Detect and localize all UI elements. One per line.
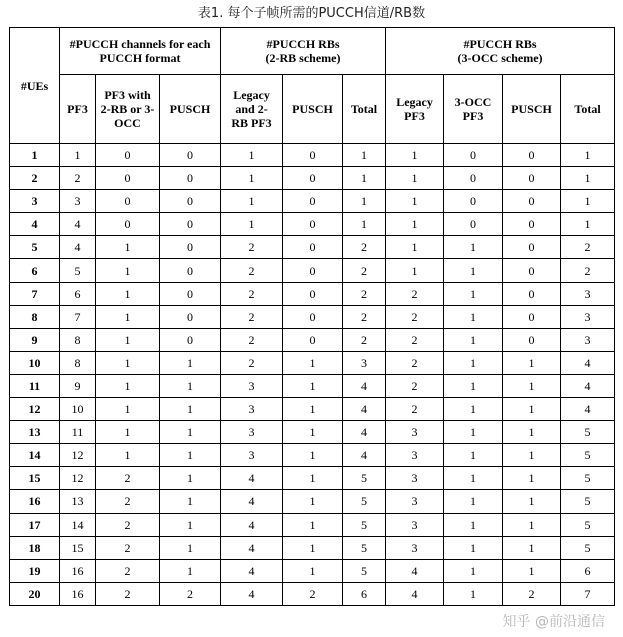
cell: 1	[96, 398, 160, 421]
cell: 0	[160, 282, 221, 305]
cell: 1	[503, 374, 561, 397]
cell: 1	[283, 421, 343, 444]
cell: 2	[386, 305, 444, 328]
cell-ue: 1	[10, 144, 60, 167]
cell: 5	[343, 490, 386, 513]
cell: 1	[283, 374, 343, 397]
cell-ue: 5	[10, 236, 60, 259]
cell: 0	[503, 144, 561, 167]
cell: 4	[343, 421, 386, 444]
cell-ue: 17	[10, 513, 60, 536]
cell: 0	[283, 190, 343, 213]
cell: 1	[386, 167, 444, 190]
cell: 2	[96, 559, 160, 582]
cell: 0	[283, 328, 343, 351]
cell: 1	[444, 513, 503, 536]
cell: 1	[561, 213, 615, 236]
cell: 3	[561, 282, 615, 305]
cell: 2	[343, 236, 386, 259]
cell-ue: 9	[10, 328, 60, 351]
cell: 5	[561, 444, 615, 467]
cell: 3	[221, 374, 283, 397]
cell: 0	[96, 213, 160, 236]
cell: 1	[386, 144, 444, 167]
cell: 2	[96, 536, 160, 559]
cell: 0	[96, 167, 160, 190]
cell: 2	[221, 259, 283, 282]
pucch-table	[9, 27, 615, 606]
cell: 5	[343, 513, 386, 536]
cell-ue: 18	[10, 536, 60, 559]
cell: 12	[60, 444, 96, 467]
header-ues: #UEs	[10, 28, 60, 144]
table-row	[10, 328, 615, 351]
cell: 1	[444, 328, 503, 351]
cell: 3	[386, 513, 444, 536]
table-row	[10, 513, 615, 536]
cell: 3	[343, 351, 386, 374]
cell: 1	[96, 259, 160, 282]
cell: 1	[444, 559, 503, 582]
cell-ue: 3	[10, 190, 60, 213]
cell: 1	[343, 190, 386, 213]
cell: 2	[60, 167, 96, 190]
cell: 1	[386, 236, 444, 259]
cell: 1	[503, 559, 561, 582]
cell: 2	[221, 282, 283, 305]
cell: 2	[561, 259, 615, 282]
cell: 2	[221, 305, 283, 328]
cell: 2	[96, 490, 160, 513]
cell: 0	[160, 167, 221, 190]
cell: 6	[343, 582, 386, 605]
cell: 5	[561, 536, 615, 559]
header-2rb: #PUCCH RBs (2-RB scheme)	[221, 28, 386, 75]
cell: 1	[160, 467, 221, 490]
cell: 10	[60, 398, 96, 421]
cell: 1	[386, 190, 444, 213]
cell: 0	[96, 144, 160, 167]
cell: 1	[343, 144, 386, 167]
cell: 5	[561, 490, 615, 513]
cell: 7	[60, 305, 96, 328]
cell: 2	[386, 351, 444, 374]
cell: 1	[160, 421, 221, 444]
table-row	[10, 213, 615, 236]
cell: 0	[160, 190, 221, 213]
cell-ue: 13	[10, 421, 60, 444]
cell-ue: 15	[10, 467, 60, 490]
cell: 1	[283, 513, 343, 536]
cell: 5	[343, 467, 386, 490]
cell: 1	[283, 351, 343, 374]
table-caption: 表1. 每个子帧所需的PUCCH信道/RB数	[197, 6, 426, 21]
cell: 1	[444, 444, 503, 467]
cell: 14	[60, 513, 96, 536]
cell-ue: 4	[10, 213, 60, 236]
cell: 11	[60, 421, 96, 444]
cell: 1	[96, 444, 160, 467]
cell: 0	[503, 236, 561, 259]
header-occ-legacy: Legacy PF3	[386, 75, 444, 144]
cell-ue: 2	[10, 167, 60, 190]
cell: 4	[60, 213, 96, 236]
cell: 0	[444, 213, 503, 236]
cell: 6	[561, 559, 615, 582]
cell: 2	[561, 236, 615, 259]
cell: 4	[561, 351, 615, 374]
cell: 0	[503, 282, 561, 305]
cell: 5	[343, 536, 386, 559]
cell: 0	[444, 144, 503, 167]
cell: 4	[386, 582, 444, 605]
cell: 2	[386, 398, 444, 421]
cell: 4	[221, 536, 283, 559]
cell: 3	[221, 398, 283, 421]
header-rb2-pusch: PUSCH	[283, 75, 343, 144]
cell: 0	[283, 282, 343, 305]
cell: 2	[343, 282, 386, 305]
cell: 1	[160, 490, 221, 513]
cell: 1	[444, 467, 503, 490]
cell: 1	[503, 398, 561, 421]
cell: 0	[160, 213, 221, 236]
header-ch-pusch: PUSCH	[160, 75, 221, 144]
cell: 1	[283, 444, 343, 467]
table-row	[10, 190, 615, 213]
cell: 1	[503, 536, 561, 559]
cell: 1	[283, 467, 343, 490]
cell: 0	[160, 259, 221, 282]
cell-ue: 10	[10, 351, 60, 374]
cell: 1	[444, 582, 503, 605]
cell-ue: 20	[10, 582, 60, 605]
cell: 4	[221, 467, 283, 490]
cell: 1	[444, 259, 503, 282]
cell: 1	[503, 421, 561, 444]
cell: 4	[561, 398, 615, 421]
cell: 13	[60, 490, 96, 513]
cell: 1	[444, 398, 503, 421]
cell: 1	[503, 351, 561, 374]
cell: 1	[160, 351, 221, 374]
cell-ue: 11	[10, 374, 60, 397]
table-body	[10, 144, 615, 606]
cell-ue: 8	[10, 305, 60, 328]
cell: 1	[343, 167, 386, 190]
cell: 1	[561, 190, 615, 213]
cell: 2	[386, 282, 444, 305]
cell: 4	[343, 374, 386, 397]
cell: 7	[561, 582, 615, 605]
table-row	[10, 582, 615, 605]
table-row	[10, 282, 615, 305]
table-row	[10, 305, 615, 328]
cell: 1	[221, 144, 283, 167]
cell: 0	[283, 236, 343, 259]
cell: 1	[444, 305, 503, 328]
cell: 0	[283, 144, 343, 167]
cell: 4	[221, 582, 283, 605]
cell: 6	[60, 282, 96, 305]
cell: 1	[96, 305, 160, 328]
cell: 1	[283, 559, 343, 582]
cell: 3	[386, 444, 444, 467]
header-occ-pusch: PUSCH	[503, 75, 561, 144]
cell: 3	[561, 305, 615, 328]
cell: 1	[444, 374, 503, 397]
cell: 1	[96, 282, 160, 305]
cell: 3	[386, 421, 444, 444]
cell: 2	[96, 513, 160, 536]
cell: 2	[503, 582, 561, 605]
cell: 0	[160, 305, 221, 328]
cell: 1	[160, 536, 221, 559]
cell: 2	[96, 467, 160, 490]
cell: 0	[160, 144, 221, 167]
cell-ue: 12	[10, 398, 60, 421]
cell: 1	[160, 398, 221, 421]
cell: 2	[96, 582, 160, 605]
cell: 12	[60, 467, 96, 490]
table-row	[10, 167, 615, 190]
cell: 2	[386, 374, 444, 397]
cell: 0	[503, 190, 561, 213]
table-row	[10, 259, 615, 282]
cell: 0	[503, 328, 561, 351]
cell: 9	[60, 374, 96, 397]
cell: 1	[561, 144, 615, 167]
cell: 1	[221, 167, 283, 190]
cell: 1	[160, 374, 221, 397]
cell: 3	[386, 536, 444, 559]
cell: 3	[221, 444, 283, 467]
cell: 5	[561, 467, 615, 490]
cell: 0	[444, 167, 503, 190]
cell: 2	[221, 328, 283, 351]
cell: 1	[221, 213, 283, 236]
cell: 1	[160, 559, 221, 582]
cell: 1	[444, 536, 503, 559]
cell: 2	[283, 582, 343, 605]
table-row	[10, 467, 615, 490]
table-row	[10, 444, 615, 467]
cell: 1	[444, 490, 503, 513]
cell: 1	[283, 398, 343, 421]
table-row	[10, 236, 615, 259]
cell: 0	[160, 236, 221, 259]
cell: 0	[283, 305, 343, 328]
table-row	[10, 351, 615, 374]
header-rb2-legacy: Legacy and 2-RB PF3	[221, 75, 283, 144]
cell: 4	[343, 444, 386, 467]
table-row	[10, 144, 615, 167]
header-channels: #PUCCH channels for each PUCCH format	[60, 28, 221, 75]
cell: 2	[386, 328, 444, 351]
table-row	[10, 398, 615, 421]
cell: 1	[503, 467, 561, 490]
cell: 1	[96, 421, 160, 444]
watermark: 知乎 @前沿通信	[502, 614, 605, 630]
table-row	[10, 559, 615, 582]
header-rb2-total: Total	[343, 75, 386, 144]
cell-ue: 7	[10, 282, 60, 305]
cell: 0	[160, 328, 221, 351]
cell: 5	[561, 421, 615, 444]
cell: 0	[444, 190, 503, 213]
header-ch-pf3-2rb: PF3 with 2-RB or 3-OCC	[96, 75, 160, 144]
table-row	[10, 374, 615, 397]
cell: 4	[343, 398, 386, 421]
header-ch-pf3: PF3	[60, 75, 96, 144]
cell: 3	[561, 328, 615, 351]
cell: 1	[160, 444, 221, 467]
cell: 5	[60, 259, 96, 282]
cell: 4	[221, 559, 283, 582]
cell: 1	[444, 282, 503, 305]
cell: 1	[503, 513, 561, 536]
cell: 0	[503, 259, 561, 282]
cell: 5	[561, 513, 615, 536]
cell: 4	[386, 559, 444, 582]
cell: 2	[343, 305, 386, 328]
cell: 1	[343, 213, 386, 236]
table-row	[10, 421, 615, 444]
cell: 1	[561, 167, 615, 190]
cell: 0	[283, 167, 343, 190]
cell: 2	[343, 328, 386, 351]
cell: 2	[343, 259, 386, 282]
cell: 1	[96, 374, 160, 397]
cell: 1	[96, 328, 160, 351]
cell-ue: 6	[10, 259, 60, 282]
cell: 1	[283, 490, 343, 513]
cell: 1	[386, 259, 444, 282]
cell-ue: 14	[10, 444, 60, 467]
cell: 1	[386, 213, 444, 236]
cell: 1	[503, 444, 561, 467]
cell: 1	[444, 421, 503, 444]
cell: 1	[444, 236, 503, 259]
table-row	[10, 536, 615, 559]
cell: 1	[96, 351, 160, 374]
cell: 4	[561, 374, 615, 397]
cell: 1	[221, 190, 283, 213]
cell: 0	[283, 213, 343, 236]
cell: 2	[160, 582, 221, 605]
cell: 4	[60, 236, 96, 259]
cell: 2	[221, 236, 283, 259]
cell: 3	[60, 190, 96, 213]
cell-ue: 16	[10, 490, 60, 513]
cell: 1	[60, 144, 96, 167]
cell: 2	[221, 351, 283, 374]
cell: 1	[503, 490, 561, 513]
cell: 3	[386, 467, 444, 490]
cell: 5	[343, 559, 386, 582]
cell: 16	[60, 559, 96, 582]
cell: 3	[221, 421, 283, 444]
cell: 1	[96, 236, 160, 259]
table-row	[10, 490, 615, 513]
cell: 0	[503, 167, 561, 190]
cell: 4	[221, 490, 283, 513]
cell: 16	[60, 582, 96, 605]
cell: 0	[96, 190, 160, 213]
cell: 1	[283, 536, 343, 559]
cell: 0	[283, 259, 343, 282]
cell: 8	[60, 328, 96, 351]
cell: 1	[160, 513, 221, 536]
cell: 1	[444, 351, 503, 374]
header-occ-pf3: 3-OCC PF3	[444, 75, 503, 144]
header-occ-total: Total	[561, 75, 615, 144]
cell: 4	[221, 513, 283, 536]
cell: 3	[386, 490, 444, 513]
cell: 0	[503, 213, 561, 236]
cell: 8	[60, 351, 96, 374]
cell: 0	[503, 305, 561, 328]
cell: 15	[60, 536, 96, 559]
header-3occ: #PUCCH RBs (3-OCC scheme)	[386, 28, 615, 75]
cell-ue: 19	[10, 559, 60, 582]
